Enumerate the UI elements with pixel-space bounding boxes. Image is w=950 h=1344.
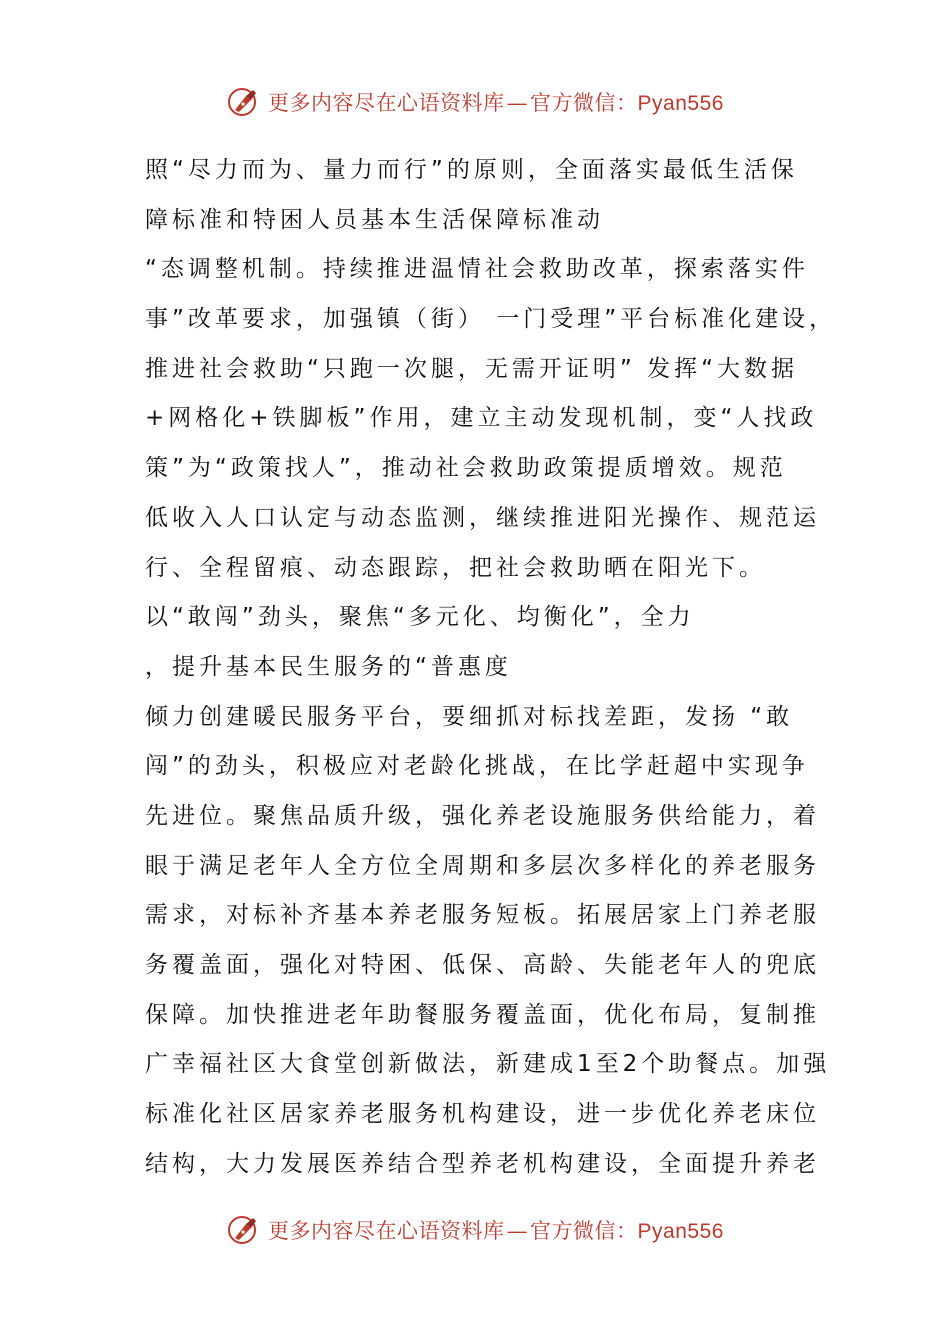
footer-banner-text	[268, 1215, 724, 1245]
body-line: 策”为“政策找人”，推动社会救助政策提质增效。规范	[145, 455, 787, 482]
body-line: 眼于满足老年人全方位全周期和多层次多样化的养老服务	[145, 852, 820, 879]
pen-nib-logo-icon	[226, 1212, 262, 1248]
body-line: 事”改革要求，加强镇（街） 一门受理”平台标准化建设，	[145, 306, 837, 333]
body-line: 照“尽力而为、量力而行”的原则，全面落实最低生活保	[145, 157, 798, 183]
body-line: 广幸福社区大食堂创新做法，新建成1至2个助餐点。加强	[145, 1051, 831, 1078]
pen-nib-logo-icon	[226, 84, 262, 120]
body-line: 倾力创建暖民服务平台，要细抓对标找差距，发扬 “敢	[145, 703, 794, 730]
body-line: 标准化社区居家养老服务机构建设，进一步优化养老床位	[145, 1101, 820, 1128]
body-line: 先进位。聚焦品质升级，强化养老设施服务供给能力，着	[145, 802, 820, 829]
document-body	[145, 146, 837, 1189]
footer-wechat-label: 官方微信：	[530, 1219, 638, 1243]
header-wechat-id: Pyan556	[637, 92, 724, 115]
body-line: 障标准和特困人员基本生活保障标准动	[145, 206, 604, 233]
footer-dash: —	[506, 1219, 529, 1243]
body-line: 结构，大力发展医养结合型养老机构建设，全面提升养老	[145, 1150, 820, 1177]
footer-site-name: 更多内容尽在心语资料库	[268, 1219, 505, 1243]
body-line: +网格化+铁脚板”作用，建立主动发现机制，变“人找政	[145, 405, 818, 432]
header-dash: —	[506, 91, 529, 115]
body-line: 低收入人口认定与动态监测，继续推进阳光操作、规范运	[145, 504, 820, 531]
header-wechat-label: 官方微信：	[530, 91, 638, 115]
body-line: 保障。加快推进老年助餐服务覆盖面，优化布局，复制推	[145, 1001, 820, 1028]
body-line: ，提升基本民生服务的“普惠度	[145, 653, 512, 680]
body-line: 闯”的劲头，积极应对老龄化挑战，在比学赶超中实现争	[145, 753, 809, 780]
body-line: 行、全程留痕、动态跟踪，把社会救助晒在阳光下。	[145, 554, 766, 581]
body-line: 需求，对标补齐基本养老服务短板。拓展居家上门养老服	[145, 902, 820, 929]
body-line: 务覆盖面，强化对特困、低保、高龄、失能老年人的兜底	[145, 952, 820, 978]
header-banner-text	[268, 87, 724, 117]
body-line: 以“敢闯”劲头，聚焦“多元化、均衡化”，全力	[145, 604, 695, 631]
body-line: 推进社会救助“只跑一次腿，无需开证明” 发挥“大数据	[145, 355, 799, 382]
footer-banner	[0, 1210, 950, 1250]
header-banner	[0, 82, 950, 122]
header-site-name: 更多内容尽在心语资料库	[268, 91, 505, 115]
footer-wechat-id: Pyan556	[637, 1220, 724, 1243]
body-line: “态调整机制。持续推进温情社会救助改革，探索落实件	[145, 256, 809, 283]
